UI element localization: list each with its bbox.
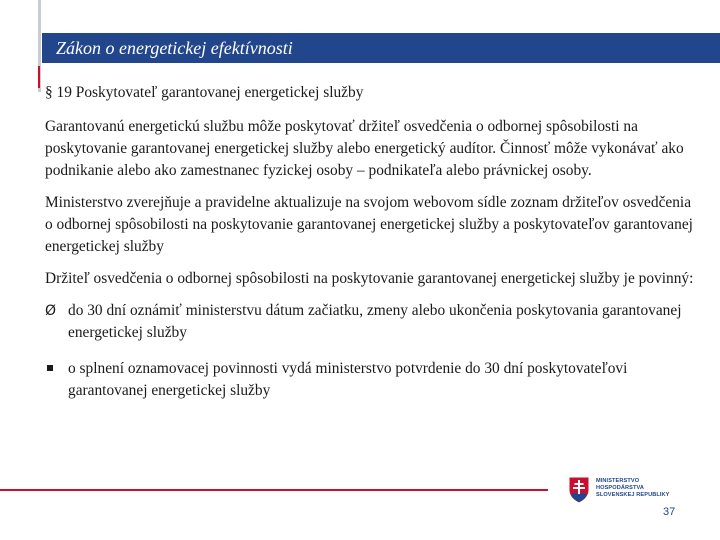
ministry-logo: [568, 476, 708, 510]
ministry-name: MINISTERSTVO HOSPODÁRSTVA SLOVENSKEJ REPUBLIKY: [596, 478, 670, 498]
paragraph-2: Ministerstvo zverejňuje a pravidelne aktualizuje na svojom webovom sídle zoznam držiteľov osvedčenia o odbornej spôsobilosti na poskytovanie garantovanej energetickej služby a poskytovateľov garantovanej energetickej služby: [45, 194, 693, 255]
bullet-item-1: [45, 300, 695, 344]
paragraph-3: Držiteľ osvedčenia o odbornej spôsobilosti na poskytovanie garantovanej energetickej služby je povinný:: [45, 270, 694, 287]
paragraph-1: Garantovanú energetickú službu môže poskytovať držiteľ osvedčenia o odbornej spôsobilosti na poskytovanie garantovanej energetickej služby alebo energetický audítor. Činnosť môže vykonávať ako podnikanie alebo ako zamestnanec fyzickej osoby – podnikateľa alebo právnickej osoby.: [45, 118, 684, 179]
footer-red-line: [0, 489, 548, 491]
slide-content: [45, 82, 695, 416]
bullet-item-2: [45, 358, 695, 402]
left-red-accent: [38, 66, 40, 88]
slovak-crest-icon: [568, 476, 590, 504]
page-number: 37: [663, 506, 676, 518]
section-heading: § 19 Poskytovateľ garantovanej energetickej služby: [45, 84, 364, 101]
bullet-text-1: do 30 dní oznámiť ministerstvu dátum začiatku, zmeny alebo ukončenia poskytovania garantovanej energetickej služby: [68, 302, 682, 341]
slide-title: Zákon o energetickej efektívnosti: [56, 37, 293, 58]
title-bar: [42, 33, 720, 63]
arrow-bullet-icon: Ø: [45, 303, 57, 319]
bullet-text-2: o splnení oznamovacej povinnosti vydá ministerstvo potvrdenie do 30 dní poskytovateľovi garantovanej energetickej služby: [68, 360, 628, 399]
